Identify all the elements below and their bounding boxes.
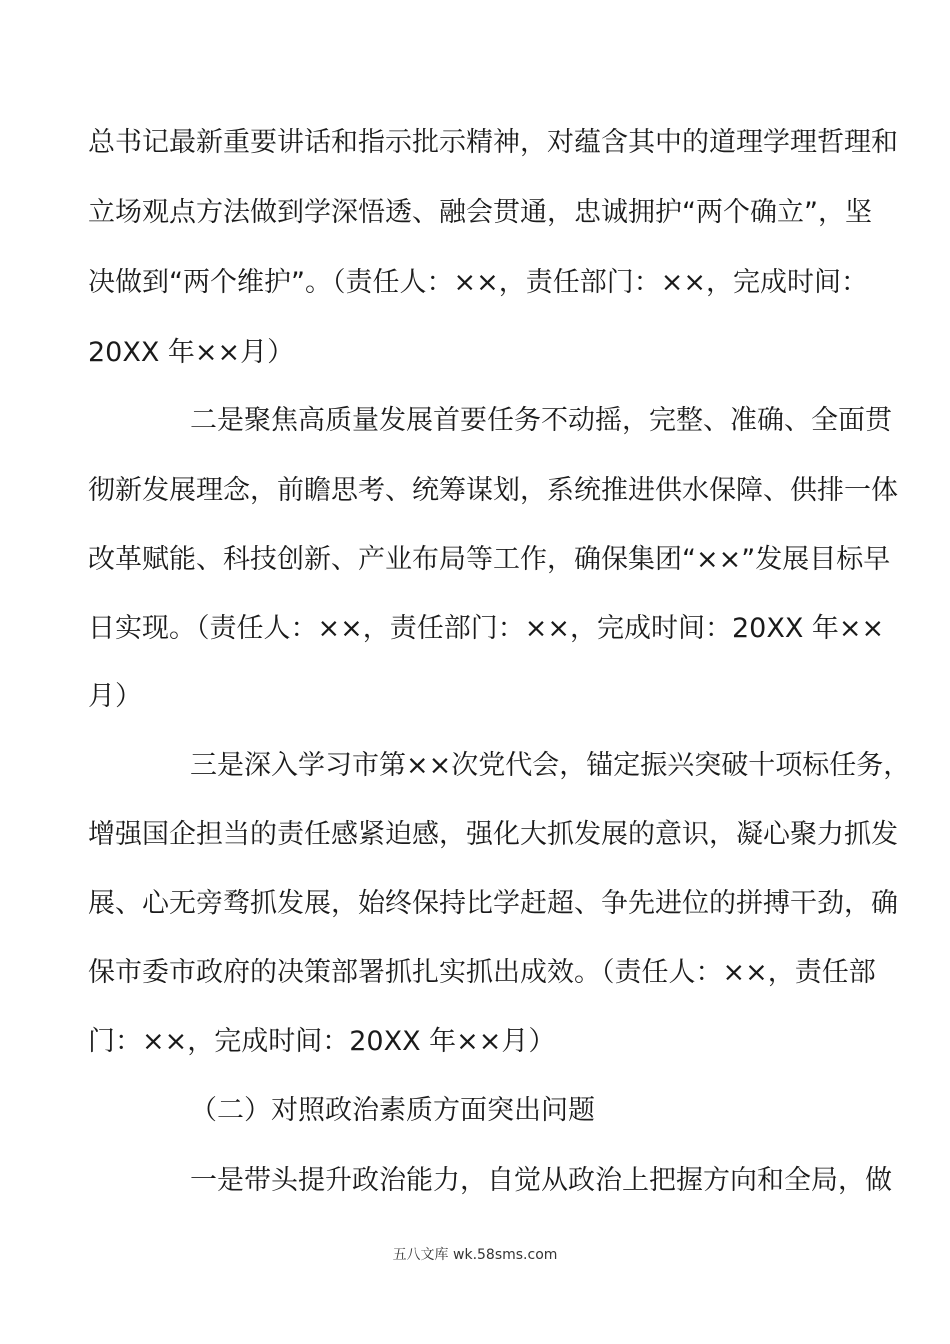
text-line: 增强国企担当的责任感紧迫感，强化大抓发展的意识，凝心聚力抓发 [88, 819, 898, 850]
text-line: 展、心无旁骛抓发展，始终保持比学赶超、争先进位的拼搏干劲，确 [88, 888, 898, 919]
text-line: 保市委市政府的决策部署抓扎实抓出成效。（责任人：××，责任部 [88, 957, 876, 988]
text-line: 月） [88, 681, 142, 712]
text-line: 20XX 年××月） [88, 337, 295, 368]
text-line: 彻新发展理念，前瞻思考、统筹谋划，系统推进供水保障、供排一体 [88, 475, 898, 506]
section-heading: （二）对照政治素质方面突出问题 [190, 1095, 595, 1126]
text-line: 总书记最新重要讲话和指示批示精神，对蕴含其中的道理学理哲理和 [88, 127, 898, 158]
footer-watermark: 五八文库 wk.58sms.com [392, 1247, 558, 1263]
text-line: 门：××，完成时间：20XX 年××月） [88, 1026, 556, 1057]
paragraph-start: 三是深入学习市第××次党代会，锚定振兴突破十项标任务， [190, 750, 911, 781]
text-line: 日实现。（责任人：××，责任部门：××，完成时间：20XX 年×× [88, 613, 885, 644]
paragraph-start: 二是聚焦高质量发展首要任务不动摇，完整、准确、全面贯 [190, 405, 892, 436]
text-line: 决做到“两个维护”。（责任人：××，责任部门：××，完成时间： [88, 267, 868, 298]
text-line: 改革赋能、科技创新、产业布局等工作，确保集团“××”发展目标早 [88, 544, 891, 575]
text-line: 立场观点方法做到学深悟透、融会贯通，忠诚拥护“两个确立”，坚 [88, 197, 872, 228]
paragraph-start: 一是带头提升政治能力，自觉从政治上把握方向和全局，做 [190, 1165, 892, 1196]
